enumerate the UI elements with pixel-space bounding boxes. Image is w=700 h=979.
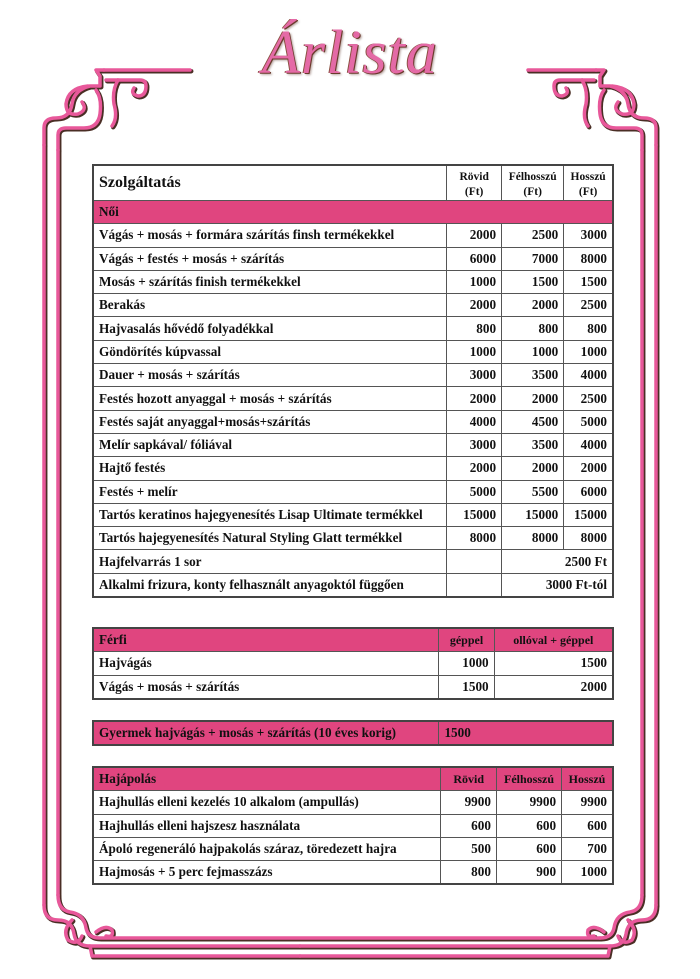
service-name: Hajhullás elleni kezelés 10 alkalom (ampullás) xyxy=(93,791,441,814)
table-row xyxy=(93,480,613,503)
price-rovid: 15000 xyxy=(447,503,502,526)
table-row-merged xyxy=(93,550,613,573)
service-name: Tartós keratinos hajegyenesítés Lisap Ultimate termékkel xyxy=(93,503,447,526)
service-name: Tartós hajegyenesítés Natural Styling Glatt termékkel xyxy=(93,527,447,550)
hajapolas-price-table xyxy=(92,766,614,885)
price-rovid: 800 xyxy=(441,861,497,885)
table-row xyxy=(93,527,613,550)
table-row xyxy=(93,675,613,699)
price-flat: 3000 Ft-tól xyxy=(502,573,613,597)
section-label: Női xyxy=(93,201,613,224)
price-felhosszu: 1500 xyxy=(502,270,564,293)
price-flat: 2500 Ft xyxy=(502,550,613,573)
price-felhosszu: 7000 xyxy=(502,247,564,270)
price-geppel: 1500 xyxy=(439,675,494,699)
price-hosszu: 2500 xyxy=(564,387,613,410)
table-row xyxy=(93,721,613,745)
price-hosszu: 9900 xyxy=(562,791,613,814)
price-hosszu: 5000 xyxy=(564,410,613,433)
table-row xyxy=(93,387,613,410)
table-header-row xyxy=(93,628,613,652)
price-hosszu: 1000 xyxy=(564,340,613,363)
price-hosszu: 3000 xyxy=(564,224,613,247)
price-felhosszu: 1000 xyxy=(502,340,564,363)
table-row xyxy=(93,791,613,814)
main-price-table xyxy=(92,164,614,598)
service-name: Hajmosás + 5 perc fejmasszázs xyxy=(93,861,441,885)
price-ollo-geppel: 1500 xyxy=(494,652,613,675)
service-name: Ápoló regeneráló hajpakolás száraz, töredezett hajra xyxy=(93,837,441,860)
table-row xyxy=(93,410,613,433)
page-title: Árlista xyxy=(262,19,438,87)
header-rovid: Rövid (Ft) xyxy=(447,165,502,201)
price-hosszu: 1500 xyxy=(564,270,613,293)
price-hosszu: 700 xyxy=(562,837,613,860)
price-hosszu: 6000 xyxy=(564,480,613,503)
price-rovid: 6000 xyxy=(447,247,502,270)
price-felhosszu: 600 xyxy=(496,837,561,860)
service-name: Vágás + mosás + formára szárítás finsh termékekkel xyxy=(93,224,447,247)
price-felhosszu: 8000 xyxy=(502,527,564,550)
service-name: Alkalmi frizura, konty felhasznált anyagoktól függően xyxy=(93,573,447,597)
table-header-row xyxy=(93,165,613,201)
service-name: Göndörítés kúpvassal xyxy=(93,340,447,363)
price-rovid: 800 xyxy=(447,317,502,340)
price-hosszu: 1000 xyxy=(562,861,613,885)
header-ollo-geppel: ollóval + géppel xyxy=(494,628,613,652)
table-row xyxy=(93,652,613,675)
header-hosszu: Hosszú (Ft) xyxy=(564,165,613,201)
price-felhosszu: 2000 xyxy=(502,387,564,410)
price-felhosszu: 5500 xyxy=(502,480,564,503)
header-rovid: Rövid xyxy=(441,767,497,791)
table-row-merged xyxy=(93,573,613,597)
price-rovid: 4000 xyxy=(447,410,502,433)
price-rovid: 1000 xyxy=(447,270,502,293)
service-name: Berakás xyxy=(93,294,447,317)
price-rovid: 2000 xyxy=(447,387,502,410)
price-felhosszu: 2000 xyxy=(502,294,564,317)
price-hosszu: 2000 xyxy=(564,457,613,480)
table-row xyxy=(93,364,613,387)
table-row xyxy=(93,294,613,317)
price-felhosszu: 900 xyxy=(496,861,561,885)
table-row xyxy=(93,317,613,340)
table-row xyxy=(93,814,613,837)
service-name: Festés + melír xyxy=(93,480,447,503)
price-rovid: 3000 xyxy=(447,433,502,456)
service-name: Hajvasalás hővédő folyadékkal xyxy=(93,317,447,340)
price-geppel: 1000 xyxy=(439,652,494,675)
header-service: Férfi xyxy=(93,628,439,652)
price-hosszu: 15000 xyxy=(564,503,613,526)
gyermek-price-table xyxy=(92,720,614,746)
table-row xyxy=(93,224,613,247)
price-hosszu: 8000 xyxy=(564,247,613,270)
table-row xyxy=(93,433,613,456)
header-geppel: géppel xyxy=(439,628,494,652)
price-rovid: 8000 xyxy=(447,527,502,550)
price-rovid: 500 xyxy=(441,837,497,860)
service-name: Dauer + mosás + szárítás xyxy=(93,364,447,387)
table-row xyxy=(93,861,613,885)
price-rovid: 2000 xyxy=(447,457,502,480)
price-hosszu: 4000 xyxy=(564,364,613,387)
empty-cell xyxy=(447,550,502,573)
price-rovid: 2000 xyxy=(447,224,502,247)
table-row xyxy=(93,340,613,363)
service-name: Hajtő festés xyxy=(93,457,447,480)
table-row xyxy=(93,503,613,526)
ferfi-price-table xyxy=(92,627,614,700)
table-row xyxy=(93,457,613,480)
price-hosszu: 8000 xyxy=(564,527,613,550)
service-name: Vágás + festés + mosás + szárítás xyxy=(93,247,447,270)
service-name: Festés hozott anyaggal + mosás + szárítás xyxy=(93,387,447,410)
table-row xyxy=(93,270,613,293)
price-felhosszu: 15000 xyxy=(502,503,564,526)
table-row xyxy=(93,837,613,860)
price-rovid: 9900 xyxy=(441,791,497,814)
price-felhosszu: 2000 xyxy=(502,457,564,480)
service-name: Hajhullás elleni hajszesz használata xyxy=(93,814,441,837)
section-noi xyxy=(93,201,613,224)
price-rovid: 5000 xyxy=(447,480,502,503)
price-hosszu: 2500 xyxy=(564,294,613,317)
price-felhosszu: 9900 xyxy=(496,791,561,814)
service-name: Hajvágás xyxy=(93,652,439,675)
price-ollo-geppel: 2000 xyxy=(494,675,613,699)
price-rovid: 2000 xyxy=(447,294,502,317)
header-service: Hajápolás xyxy=(93,767,441,791)
service-name: Melír sapkával/ fóliával xyxy=(93,433,447,456)
header-service: Szolgáltatás xyxy=(93,165,447,201)
service-name: Vágás + mosás + szárítás xyxy=(93,675,439,699)
header-felhosszu: Félhosszú (Ft) xyxy=(502,165,564,201)
table-header-row xyxy=(93,767,613,791)
price-felhosszu: 600 xyxy=(496,814,561,837)
price-felhosszu: 4500 xyxy=(502,410,564,433)
price-felhosszu: 3500 xyxy=(502,364,564,387)
table-row xyxy=(93,247,613,270)
empty-cell xyxy=(447,573,502,597)
price-felhosszu: 2500 xyxy=(502,224,564,247)
price-hosszu: 800 xyxy=(564,317,613,340)
price-rovid: 600 xyxy=(441,814,497,837)
service-name: Mosás + szárítás finish termékekkel xyxy=(93,270,447,293)
service-name: Gyermek hajvágás + mosás + szárítás (10 éves korig) xyxy=(93,721,439,745)
service-name: Hajfelvarrás 1 sor xyxy=(93,550,447,573)
price-felhosszu: 3500 xyxy=(502,433,564,456)
price-hosszu: 4000 xyxy=(564,433,613,456)
price-hosszu: 600 xyxy=(562,814,613,837)
header-felhosszu: Félhosszú xyxy=(496,767,561,791)
price-felhosszu: 800 xyxy=(502,317,564,340)
header-hosszu: Hosszú xyxy=(562,767,613,791)
price: 1500 xyxy=(439,721,613,745)
price-rovid: 1000 xyxy=(447,340,502,363)
service-name: Festés saját anyaggal+mosás+szárítás xyxy=(93,410,447,433)
price-rovid: 3000 xyxy=(447,364,502,387)
